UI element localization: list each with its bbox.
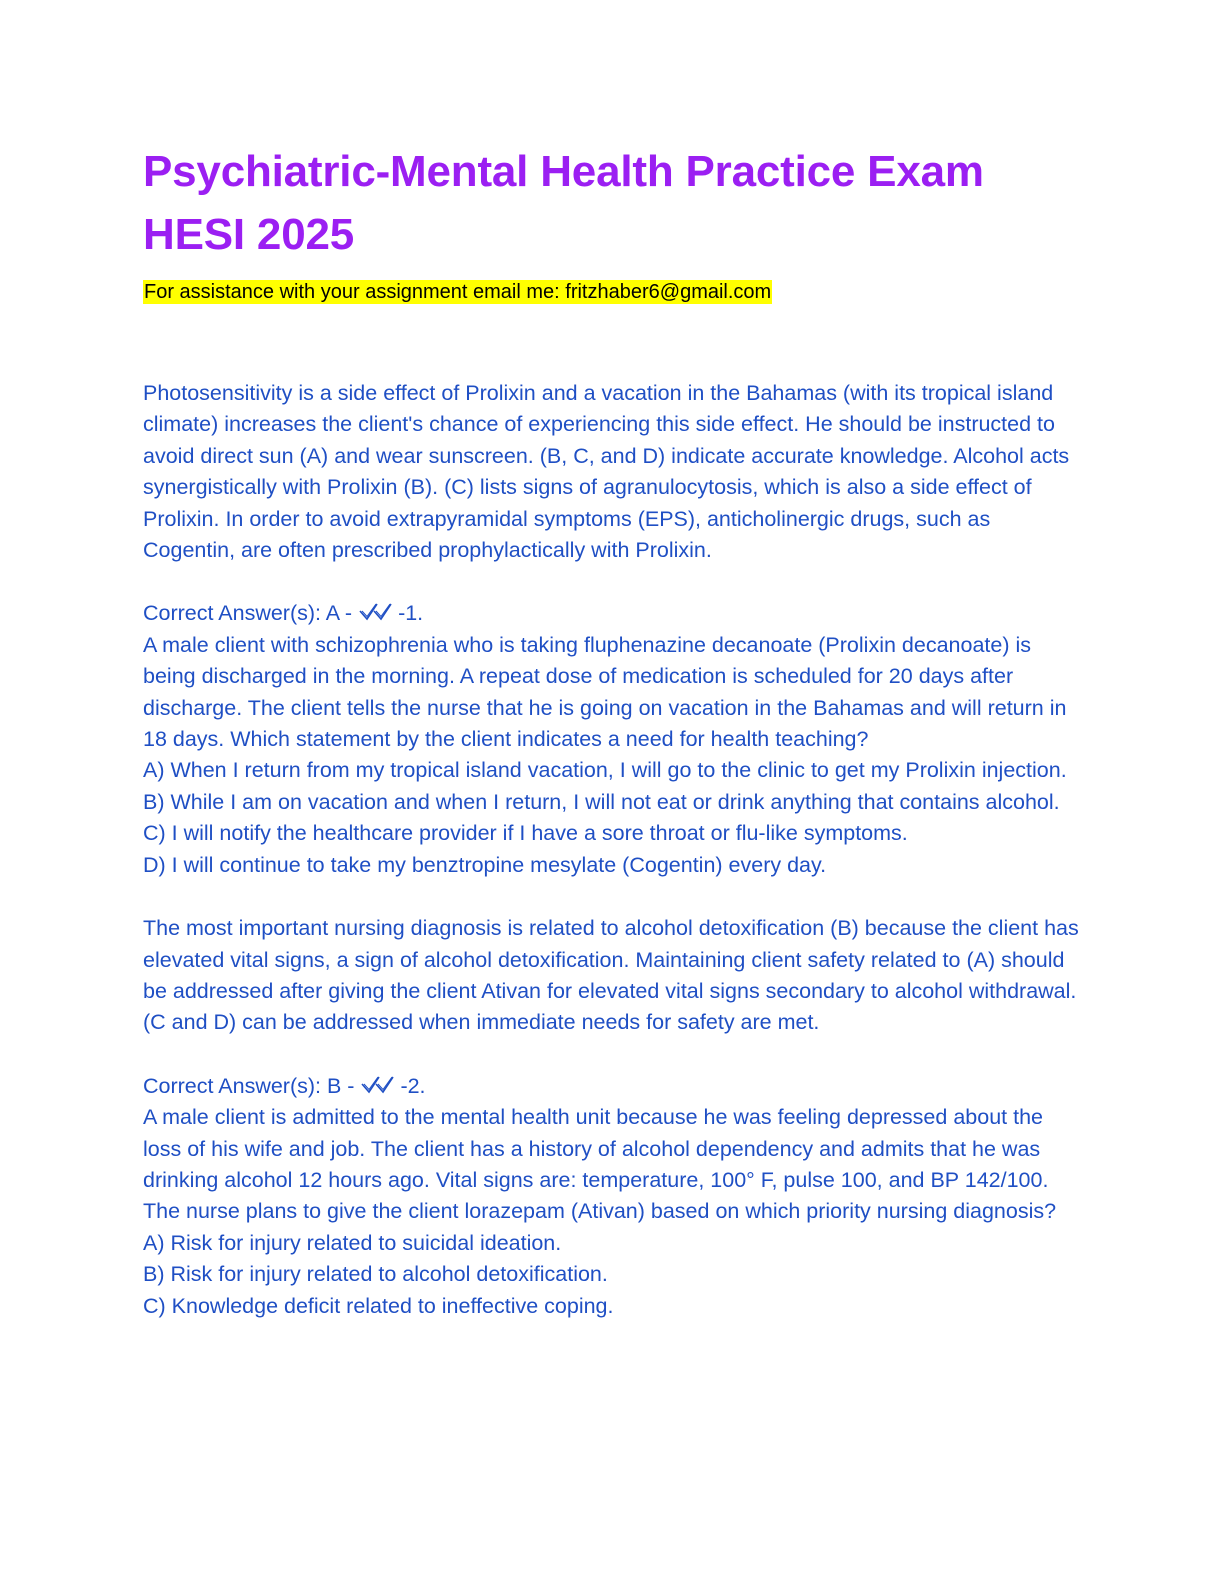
option-a: A) Risk for injury related to suicidal ideation. bbox=[143, 1230, 562, 1255]
explanation-text: Photosensitivity is a side effect of Prolixin and a vacation in the Bahamas (with its tropical island climate) increases the client's chance of experiencing this side effect. He should be instructed to avoid direct sun (A) and wear sunscreen. (B, C, and D) indicate accurate knowledge. Alcohol acts synergistically with Prolixin (B). (C) lists signs of agranulocytosis, which is also a side effect of Prolixin. In order to avoid extrapyramidal symptoms (EPS), anticholinergic drugs, such as Cogentin, are often prescribed prophylactically with Prolixin. bbox=[143, 381, 1070, 563]
question-text: A male client with schizophrenia who is taking fluphenazine decanoate (Prolixin decanoate) is being discharged in the morning. A repeat dose of medication is scheduled for 20 days after discharge. The client tells the nurse that he is going on vacation in the Bahamas and will return in 18 days. Which statement by the client indicates a need for health teaching? bbox=[143, 632, 1067, 752]
option-c: C) Knowledge deficit related to ineffective coping. bbox=[143, 1293, 614, 1318]
explanation-1 bbox=[143, 378, 1083, 566]
explanation-text: The most important nursing diagnosis is related to alcohol detoxification (B) because the client has elevated vital signs, a sign of alcohol detoxification. Maintaining client safety related to (A) should be addressed after giving the client Ativan for elevated vital signs secondary to alcohol withdrawal. (C and D) can be addressed when immediate needs for safety are met. bbox=[143, 916, 1079, 1035]
question-text: A male client is admitted to the mental health unit because he was feeling depressed about the loss of his wife and job. The client has a history of alcohol dependency and admits that he was drinking alcohol 12 hours ago. Vital signs are: temperature, 100° F, pulse 100, and BP 142/100. The nurse plans to give the client lorazepam (Ativan) based on which priority nursing diagnosis? bbox=[143, 1105, 1057, 1224]
question-block-1 bbox=[143, 598, 1083, 881]
option-c: C) I will notify the healthcare provider if I have a sore throat or flu-like symptoms. bbox=[143, 821, 908, 846]
double-check-icon bbox=[358, 601, 398, 623]
correct-answer-label: Correct Answer(s): A - bbox=[143, 601, 359, 626]
question-block-2 bbox=[143, 1071, 1083, 1322]
option-b: B) Risk for injury related to alcohol detoxification. bbox=[143, 1262, 608, 1287]
option-a: A) When I return from my tropical island vacation, I will go to the clinic to get my Prolixin injection. bbox=[143, 758, 1067, 783]
option-d: D) I will continue to take my benztropine mesylate (Cogentin) every day. bbox=[143, 852, 827, 877]
explanation-2 bbox=[143, 913, 1083, 1039]
double-check-icon bbox=[360, 1074, 400, 1096]
correct-answer-line bbox=[143, 1071, 1083, 1102]
option-b: B) While I am on vacation and when I return, I will not eat or drink anything that contains alcohol. bbox=[143, 789, 1060, 814]
document-title: Psychiatric-Mental Health Practice Exam HESI 2025 bbox=[143, 147, 984, 259]
correct-answer-line bbox=[143, 598, 1083, 629]
document-page bbox=[143, 140, 1083, 1322]
question-number: -2. bbox=[400, 1073, 426, 1098]
correct-answer-label: Correct Answer(s): B - bbox=[143, 1073, 361, 1098]
question-number: -1. bbox=[398, 601, 424, 626]
contact-highlight: For assistance with your assignment email me: fritzhaber6@gmail.com bbox=[144, 281, 772, 303]
